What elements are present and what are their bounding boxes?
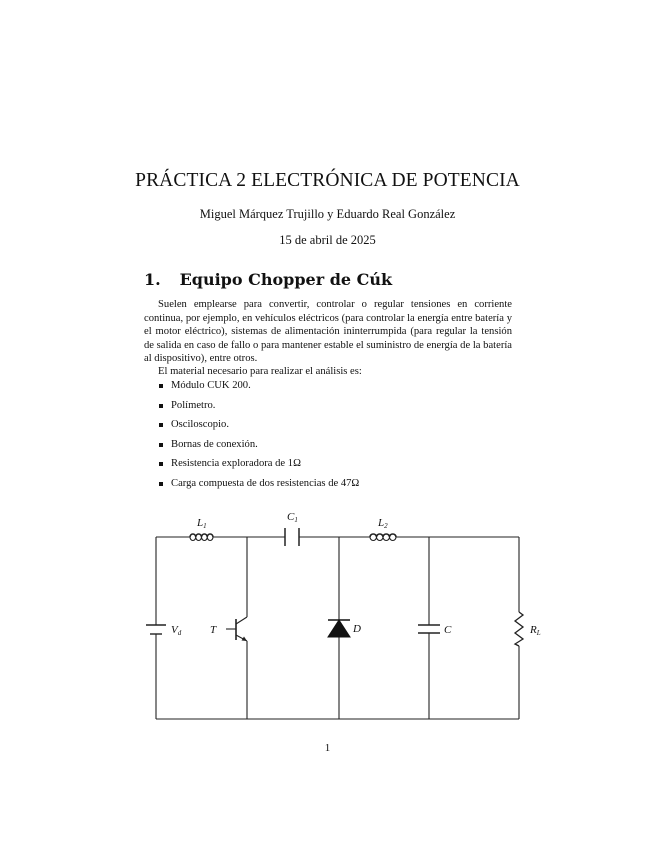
- document-title: PRÁCTICA 2 ELECTRÓNICA DE POTENCIA: [135, 170, 520, 191]
- paragraph-intro: Suelen emplearse para convertir, controlar o regular tensiones en corriente continua, por ejemplo, en vehículos eléctricos (para controlar la energía entre batería y el motor eléctrico), sistemas de alimentación ininterrumpida (para regular la tensión de salida en caso de fallo o para mantener estable el suministro de energía de la batería al dispositivo), entre otros.: [144, 299, 512, 364]
- list-item: Módulo CUK 200.: [158, 379, 359, 399]
- capacitor-c1-icon: [285, 528, 299, 546]
- paragraph-materials-intro: El material necesario para realizar el análisis es:: [158, 366, 362, 377]
- label-rl: RL: [530, 624, 541, 637]
- capacitor-c-icon: [418, 625, 440, 633]
- document-authors: Miguel Márquez Trujillo y Eduardo Real González: [199, 207, 456, 221]
- label-c1: C1: [287, 511, 298, 524]
- resistor-rl-icon: [515, 612, 523, 646]
- inductor-l1-icon: [190, 534, 213, 537]
- inductor-l1-coil: [190, 537, 213, 541]
- label-c: C: [444, 624, 452, 636]
- label-d: D: [353, 623, 361, 635]
- label-l2: L2: [378, 517, 388, 530]
- battery-vd-icon: [146, 625, 166, 634]
- label-t: T: [210, 624, 217, 636]
- section-number: 1.: [144, 270, 161, 289]
- label-l1: L1: [197, 517, 207, 530]
- label-vd: Vd: [171, 624, 182, 637]
- document-date: 15 de abril de 2025: [279, 233, 376, 247]
- inductor-l2-icon: [370, 534, 396, 537]
- diode-d-icon: [328, 620, 350, 637]
- section-title: Equipo Chopper de Cúk: [179, 270, 393, 289]
- list-item: Carga compuesta de dos resistencias de 47Ω: [158, 477, 359, 497]
- inductor-l2-coil: [370, 537, 396, 541]
- list-item: Osciloscopio.: [158, 418, 359, 438]
- page-number: 1: [324, 742, 331, 754]
- transistor-t-icon: [226, 617, 247, 641]
- list-item: Polímetro.: [158, 399, 359, 419]
- list-item: Bornas de conexión.: [158, 438, 359, 458]
- list-item: Resistencia exploradora de 1Ω: [158, 457, 359, 477]
